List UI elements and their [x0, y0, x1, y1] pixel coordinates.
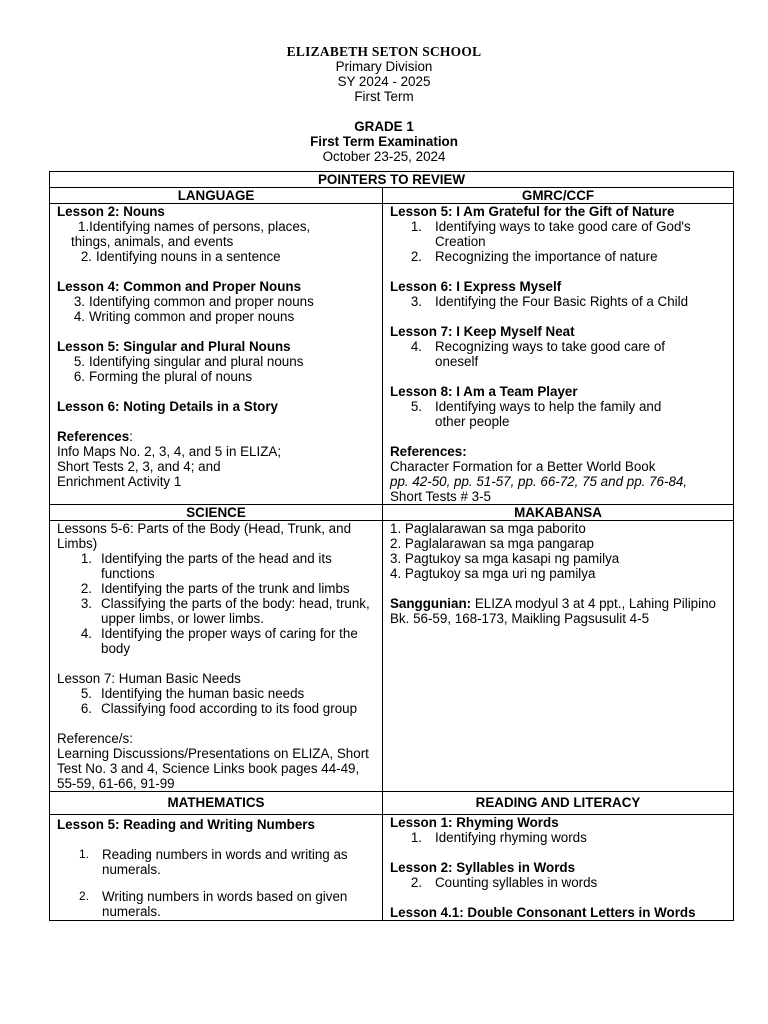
reference-line: Enrichment Activity 1: [57, 474, 182, 489]
math-cell: [50, 815, 383, 921]
language-heading: LANGUAGE: [50, 188, 383, 204]
list-item: 6. Classifying food according to its food group: [80, 701, 358, 716]
gmrc-lesson-8: [390, 384, 726, 429]
references-label: References:: [57, 429, 133, 444]
gmrc-lesson-7: [390, 324, 726, 369]
pointers-table: [49, 171, 734, 921]
reading-lesson-1: [390, 815, 726, 845]
lesson-title: Lesson 4.1: Double Consonant Letters in Words: [390, 905, 696, 920]
list-item: 3. Identifying the Four Basic Rights of a Child: [410, 294, 689, 309]
school-year-text: SY 2024 - 2025: [337, 74, 431, 89]
list-item: 1. Identifying the parts of the head and its functions: [80, 551, 332, 581]
lesson-title: Lesson 2: Syllables in Words: [390, 860, 576, 875]
makabansa-heading: MAKABANSA: [383, 505, 734, 521]
reference-line: Info Maps No. 2, 3, 4, and 5 in ELIZA;: [57, 444, 282, 459]
science-references: [57, 731, 375, 791]
reading-lesson-2: [390, 860, 726, 890]
reference-line: Character Formation for a Better World Book: [390, 459, 656, 474]
makabansa-references: [390, 596, 726, 626]
list-item: 5. Identifying ways to help the family and other people: [410, 399, 662, 429]
gmrc-references: [390, 444, 726, 504]
language-references: [57, 429, 375, 489]
list-item: 4. Recognizing ways to take good care of oneself: [410, 339, 666, 369]
language-lesson-4: [57, 279, 375, 324]
list-item: 6. Forming the plural of nouns: [73, 369, 253, 384]
list-item: 4. Identifying the proper ways of caring for the body: [80, 626, 358, 656]
lesson-title: Lesson 4: Common and Proper Nouns: [57, 279, 302, 294]
list-item: 1. Identifying rhyming words: [410, 830, 587, 845]
division-text: Primary Division: [335, 59, 433, 74]
references-label: Reference/s:: [57, 731, 133, 746]
exam-header: [0, 119, 768, 164]
makabansa-list: [390, 521, 726, 581]
exam-title: First Term Examination: [310, 134, 458, 149]
science-lessons-5-6: [57, 521, 375, 656]
lesson-title: Lesson 1: Rhyming Words: [390, 815, 559, 830]
list-item: 4. Pagtukoy sa mga uri ng pamilya: [390, 566, 596, 581]
lesson-title: Lesson 6: I Express Myself: [390, 279, 562, 294]
language-lesson-5: [57, 339, 375, 384]
references-label: Sanggunian:: [390, 596, 472, 611]
lesson-title: Lesson 2: Nouns: [57, 204, 165, 219]
reference-text: ELIZA modyul 3 at 4 ppt., Lahing Pilipino Bk. 56-59, 168-173, Maikling Pagsusulit 4-5: [390, 596, 716, 626]
list-item: 1.Identifying names of persons, places,: [78, 219, 311, 234]
references-label: References:: [390, 444, 467, 459]
reference-line: Short Tests 2, 3, and 4; and: [57, 459, 221, 474]
language-lesson-6: [57, 399, 375, 414]
lesson-title: Lesson 5: Reading and Writing Numbers: [57, 817, 315, 832]
reference-line: pp. 42-50, pp. 51-57, pp. 66-72, 75 and pp. 76-84,: [390, 474, 688, 489]
lesson-title: Lesson 5: Singular and Plural Nouns: [57, 339, 291, 354]
makabansa-cell: [383, 521, 734, 792]
school-name: ELIZABETH SETON SCHOOL: [286, 44, 482, 59]
list-item: 1. Identifying ways to take good care of God's Creation: [410, 219, 691, 249]
gmrc-cell: [383, 204, 734, 505]
math-lesson-5: [57, 817, 375, 832]
math-heading: MATHEMATICS: [50, 792, 383, 815]
list-item: 3. Pagtukoy sa mga kasapi ng pamilya: [390, 551, 620, 566]
science-heading: SCIENCE: [50, 505, 383, 521]
language-cell: [50, 204, 383, 505]
lesson-title: Lesson 7: I Keep Myself Neat: [390, 324, 575, 339]
science-lesson-7: [57, 671, 375, 716]
gmrc-lesson-6: [390, 279, 726, 309]
term-text: First Term: [354, 89, 414, 104]
reading-cell: [383, 815, 734, 921]
reference-line: Short Tests # 3-5: [390, 489, 491, 504]
list-item: 2. Recognizing the importance of nature: [410, 249, 658, 264]
list-item: things, animals, and events: [71, 234, 234, 249]
lesson-title: Lesson 6: Noting Details in a Story: [57, 399, 278, 414]
school-header: [0, 44, 768, 104]
science-cell: [50, 521, 383, 792]
table-title: POINTERS TO REVIEW: [50, 172, 734, 188]
lesson-title: Lessons 5-6: Parts of the Body (Head, Trunk, and Limbs): [57, 521, 352, 551]
list-item: 2. Paglalarawan sa mga pangarap: [390, 536, 594, 551]
lesson-title: Lesson 8: I Am a Team Player: [390, 384, 578, 399]
exam-date: October 23-25, 2024: [322, 149, 446, 164]
list-item: 5. Identifying the human basic needs: [80, 686, 305, 701]
list-item: 2. Counting syllables in words: [410, 875, 598, 890]
gmrc-heading: GMRC/CCF: [383, 188, 734, 204]
list-item: 2. Writing numbers in words based on given numerals.: [78, 889, 348, 919]
list-item: 2. Identifying the parts of the trunk and limbs: [80, 581, 350, 596]
reference-line: Learning Discussions/Presentations on ELIZA, Short Test No. 3 and 4, Science Links book pages 44-49, 55-59, 61-66, 91-99: [57, 746, 369, 791]
lesson-title: Lesson 5: I Am Grateful for the Gift of Nature: [390, 204, 675, 219]
list-item: 3. Identifying common and proper nouns: [73, 294, 314, 309]
language-lesson-2: [57, 204, 375, 264]
gmrc-lesson-5: [390, 204, 726, 264]
list-item: 2. Identifying nouns in a sentence: [80, 249, 281, 264]
list-item: 1. Reading numbers in words and writing as numerals.: [78, 847, 348, 877]
list-item: 1. Paglalarawan sa mga paborito: [390, 521, 586, 536]
grade-title: GRADE 1: [354, 119, 414, 134]
list-item: 5. Identifying singular and plural nouns: [73, 354, 304, 369]
list-item: 4. Writing common and proper nouns: [73, 309, 295, 324]
lesson-title: Lesson 7: Human Basic Needs: [57, 671, 241, 686]
reading-lesson-4-1: [390, 905, 726, 920]
list-item: 3. Classifying the parts of the body: head, trunk, upper limbs, or lower limbs.: [80, 596, 370, 626]
reading-heading: READING AND LITERACY: [383, 792, 734, 815]
